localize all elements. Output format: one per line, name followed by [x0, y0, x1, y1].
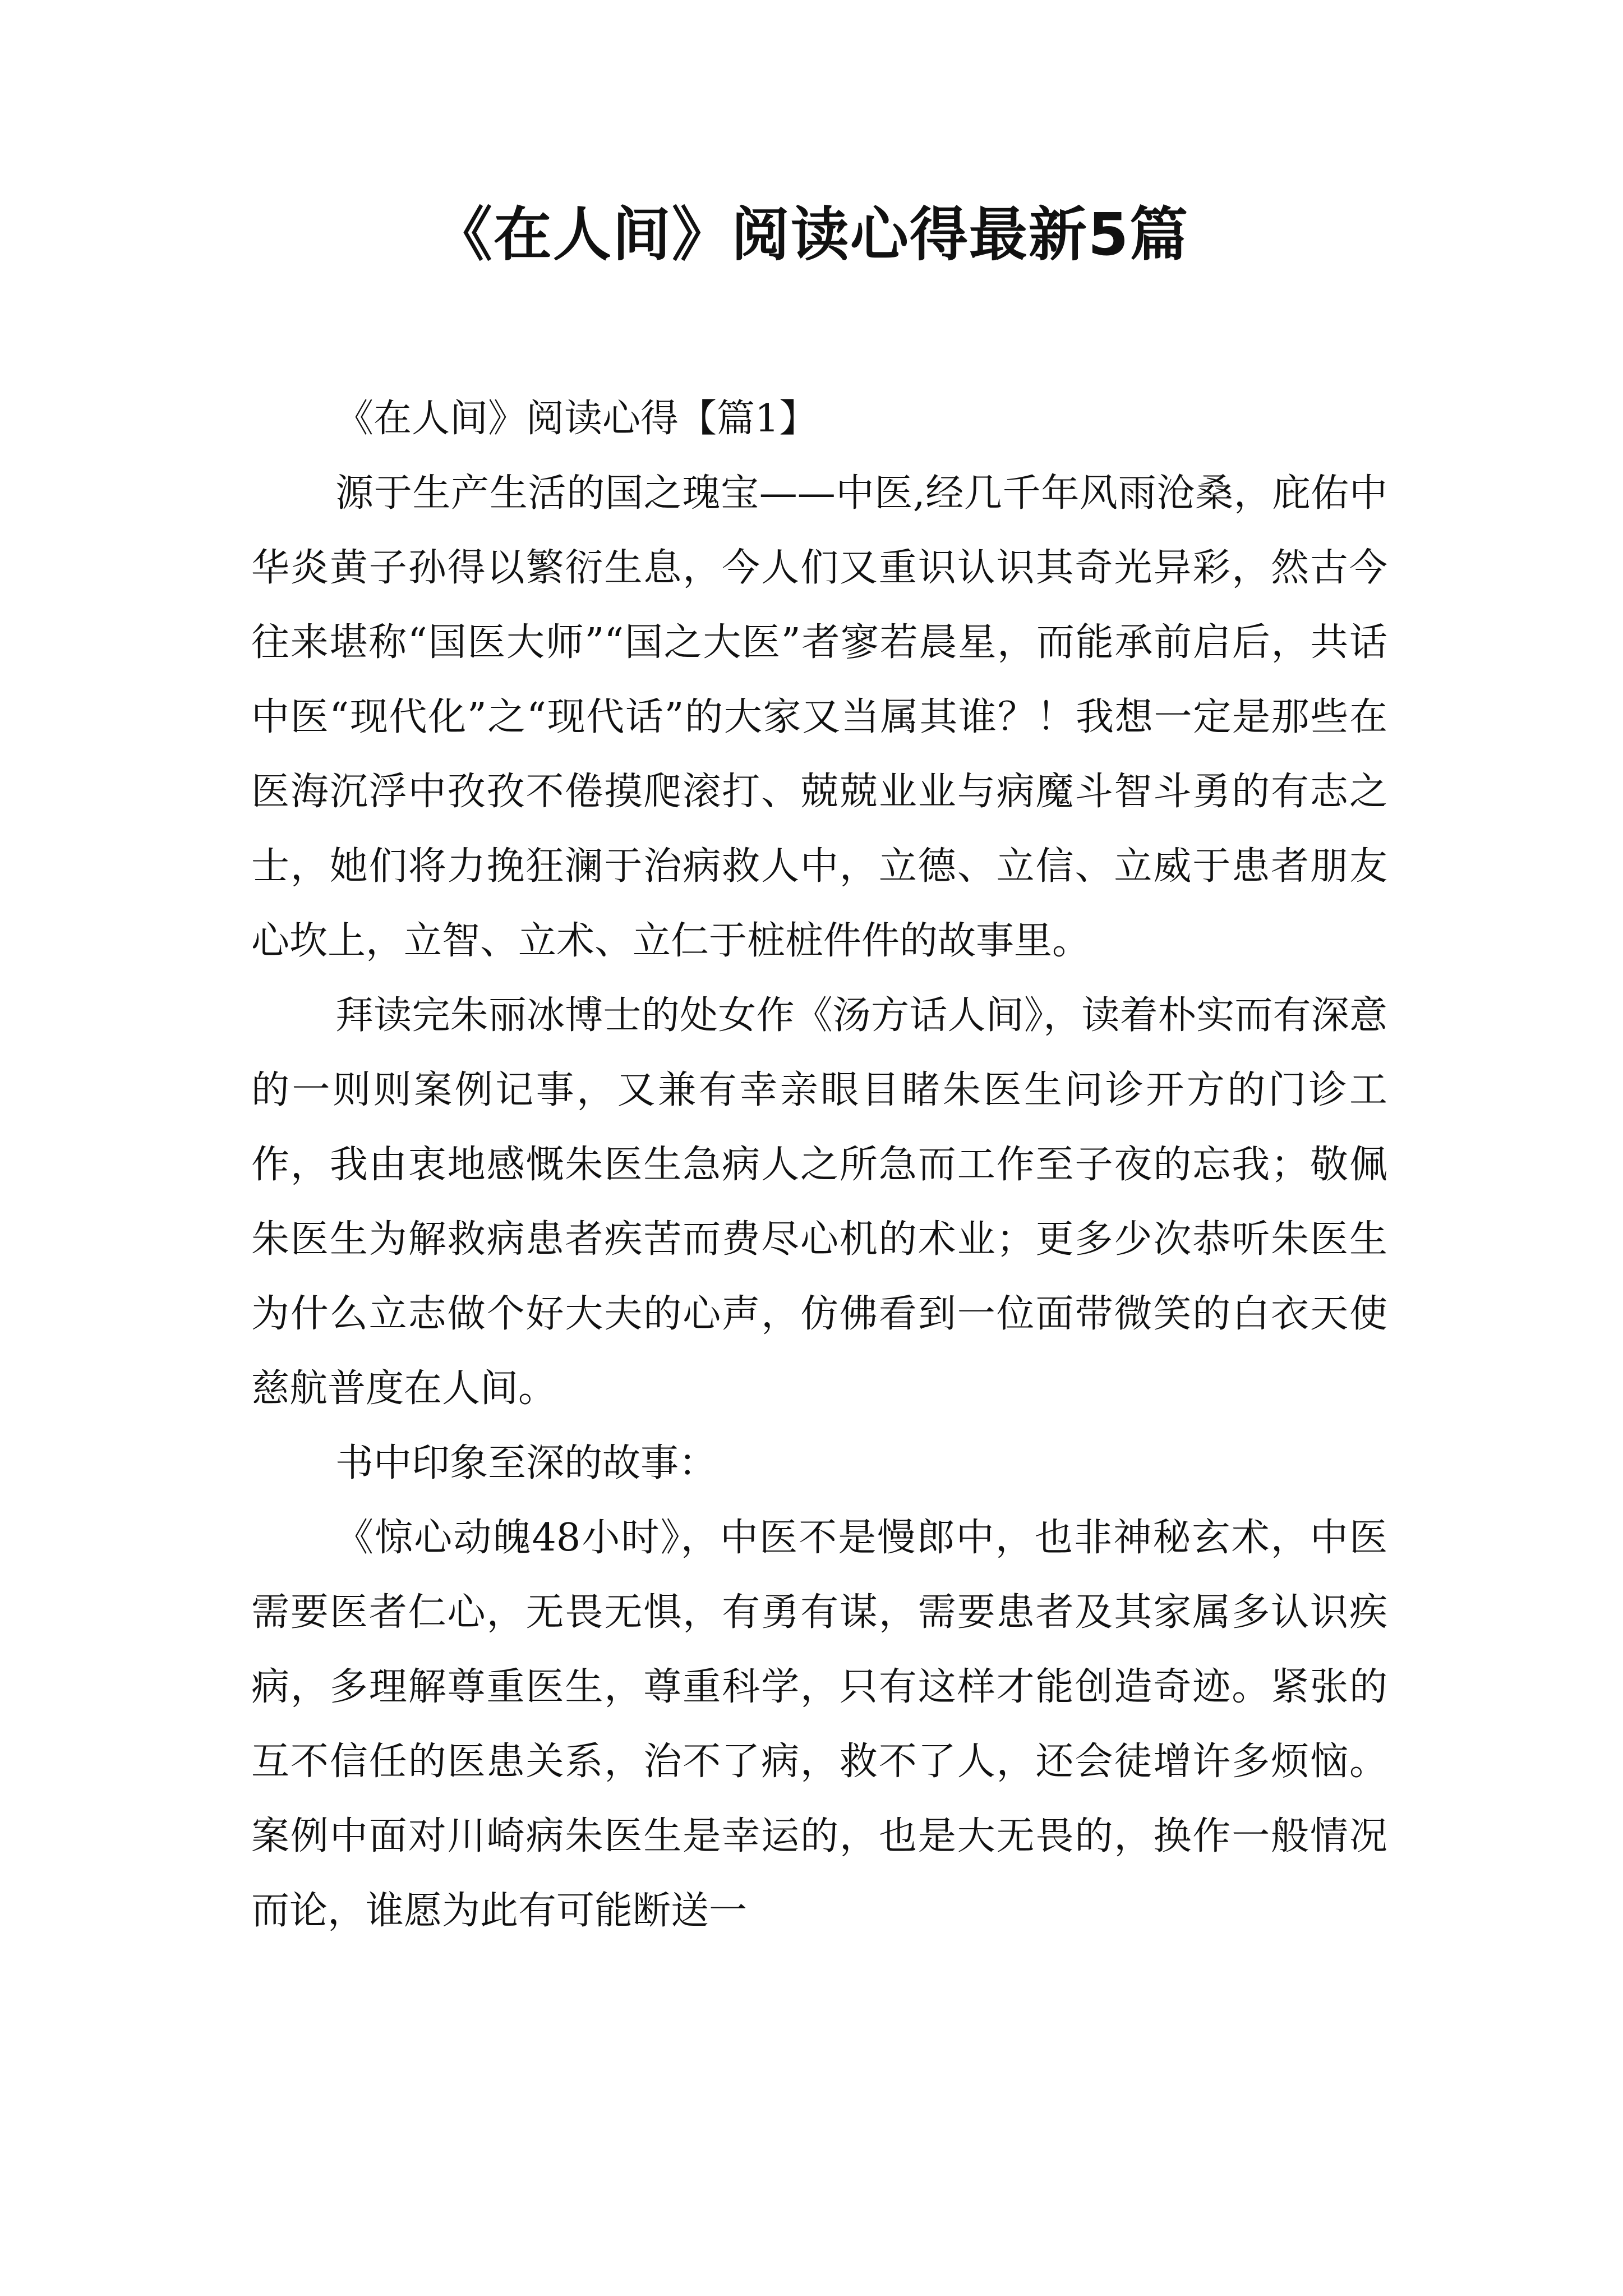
- paragraph: 书中印象至深的故事：: [335, 1441, 717, 1485]
- document-body: [251, 381, 1387, 1948]
- section-heading: 《在人间》阅读心得【篇1】: [335, 397, 818, 441]
- document-title: 《在人间》阅读心得最新5篇: [434, 200, 1189, 269]
- paragraph: 源于生产生活的国之瑰宝——中医,经几千年风雨沧桑，庇佑中华炎黄子孙得以繁衍生息，今人们又重识认识其奇光异彩，然古今往来堪称“国医大师”“国之大医”者寥若晨星，而能承前启后，共话中医“现代化”之“现代话”的大家又当属其谁？！我想一定是那些在医海沉浮中孜孜不倦摸爬滚打、兢兢业业与病魔斗智斗勇的有志之士，她们将力挽狂澜于治病救人中，立德、立信、立威于患者朋友心坎上，立智、立术、立仁于桩桩件件的故事里。: [251, 471, 1387, 963]
- paragraph: 拜读完朱丽冰博士的处女作《汤方话人间》，读着朴实而有深意的一则则案例记事，又兼有幸亲眼目睹朱医生问诊开方的门诊工作，我由衷地感慨朱医生急病人之所急而工作至子夜的忘我；敬佩朱医生为解救病患者疾苦而费尽心机的术业；更多少次恭听朱医生为什么立志做个好大夫的心声，仿佛看到一位面带微笑的白衣天使慈航普度在人间。: [251, 993, 1387, 1411]
- paragraph: 《惊心动魄48小时》，中医不是慢郎中，也非神秘玄术，中医需要医者仁心，无畏无惧，有勇有谋，需要患者及其家属多认识疾病，多理解尊重医生，尊重科学，只有这样才能创造奇迹。紧张的互不信任的医患关系，治不了病，救不了人，还会徒增许多烦恼。案例中面对川崎病朱医生是幸运的，也是大无畏的，换作一般情况而论，谁愿为此有可能断送一: [251, 1516, 1387, 1933]
